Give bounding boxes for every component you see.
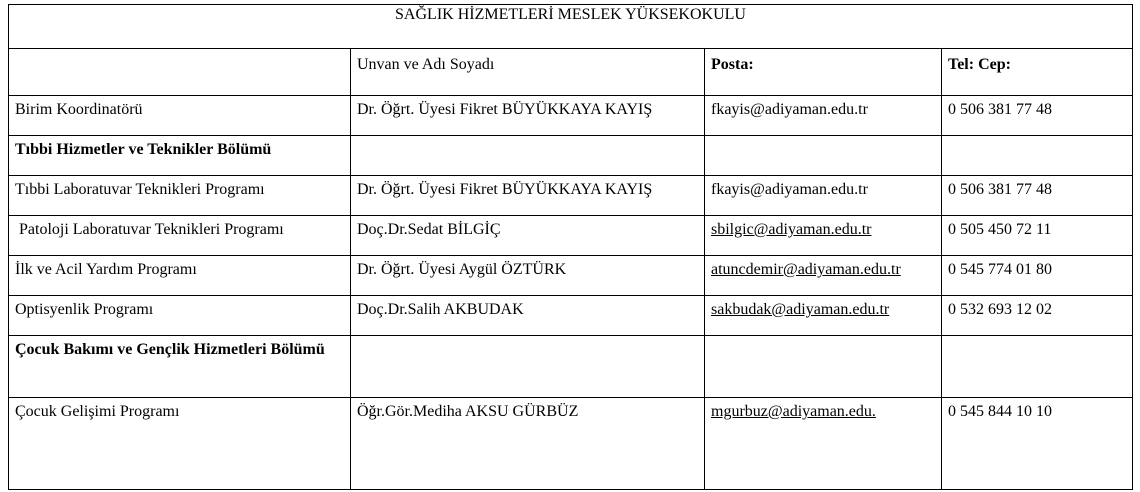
name-cell: Doç.Dr.Sedat BİLGİÇ: [351, 216, 705, 256]
phone-cell: 0 506 381 77 48: [942, 96, 1133, 136]
phone-cell: 0 506 381 77 48: [942, 176, 1133, 216]
phone-cell: [942, 136, 1133, 176]
phone-cell: 0 505 450 72 11: [942, 216, 1133, 256]
email-cell: [705, 336, 942, 398]
table-row: [9, 296, 1133, 336]
unit-cell: Tıbbi Laboratuvar Teknikleri Programı: [9, 176, 351, 216]
name-cell: [351, 136, 705, 176]
email-link[interactable]: atuncdemir@adiyaman.edu.tr: [705, 256, 942, 296]
name-cell: Dr. Öğrt. Üyesi Fikret BÜYÜKKAYA KAYIŞ: [351, 96, 705, 136]
title-row: [9, 5, 1133, 49]
phone-cell: 0 545 774 01 80: [942, 256, 1133, 296]
table-row: [9, 176, 1133, 216]
header-unit: [9, 49, 351, 96]
phone-cell: [942, 336, 1133, 398]
section-row: [9, 336, 1133, 398]
name-cell: Dr. Öğrt. Üyesi Fikret BÜYÜKKAYA KAYIŞ: [351, 176, 705, 216]
table-row: [9, 96, 1133, 136]
section-heading: Çocuk Bakımı ve Gençlik Hizmetleri Bölümü: [9, 336, 351, 398]
table-row: [9, 256, 1133, 296]
header-phone: Tel: Cep:: [942, 49, 1133, 96]
name-cell: Öğr.Gör.Mediha AKSU GÜRBÜZ: [351, 398, 705, 490]
table-row: [9, 216, 1133, 256]
email-cell: fkayis@adiyaman.edu.tr: [705, 96, 942, 136]
table-row: [9, 398, 1133, 490]
unit-cell: Optisyenlik Programı: [9, 296, 351, 336]
email-cell: [705, 136, 942, 176]
header-row: [9, 49, 1133, 96]
email-link[interactable]: sbilgic@adiyaman.edu.tr: [705, 216, 942, 256]
email-cell: fkayis@adiyaman.edu.tr: [705, 176, 942, 216]
name-cell: Doç.Dr.Salih AKBUDAK: [351, 296, 705, 336]
unit-cell: Birim Koordinatörü: [9, 96, 351, 136]
phone-cell: 0 545 844 10 10: [942, 398, 1133, 490]
phone-cell: 0 532 693 12 02: [942, 296, 1133, 336]
name-cell: Dr. Öğrt. Üyesi Aygül ÖZTÜRK: [351, 256, 705, 296]
email-link[interactable]: mgurbuz@adiyaman.edu.: [705, 398, 942, 490]
section-row: [9, 136, 1133, 176]
unit-cell: İlk ve Acil Yardım Programı: [9, 256, 351, 296]
name-cell: [351, 336, 705, 398]
header-name: Unvan ve Adı Soyadı: [351, 49, 705, 96]
email-link[interactable]: sakbudak@adiyaman.edu.tr: [705, 296, 942, 336]
contact-table: [8, 4, 1133, 490]
header-email: Posta:: [705, 49, 942, 96]
unit-cell: Patoloji Laboratuvar Teknikleri Programı: [9, 216, 351, 256]
section-heading: Tıbbi Hizmetler ve Teknikler Bölümü: [9, 136, 351, 176]
document-title: SAĞLIK HİZMETLERİ MESLEK YÜKSEKOKULU: [9, 5, 1133, 49]
unit-cell: Çocuk Gelişimi Programı: [9, 398, 351, 490]
